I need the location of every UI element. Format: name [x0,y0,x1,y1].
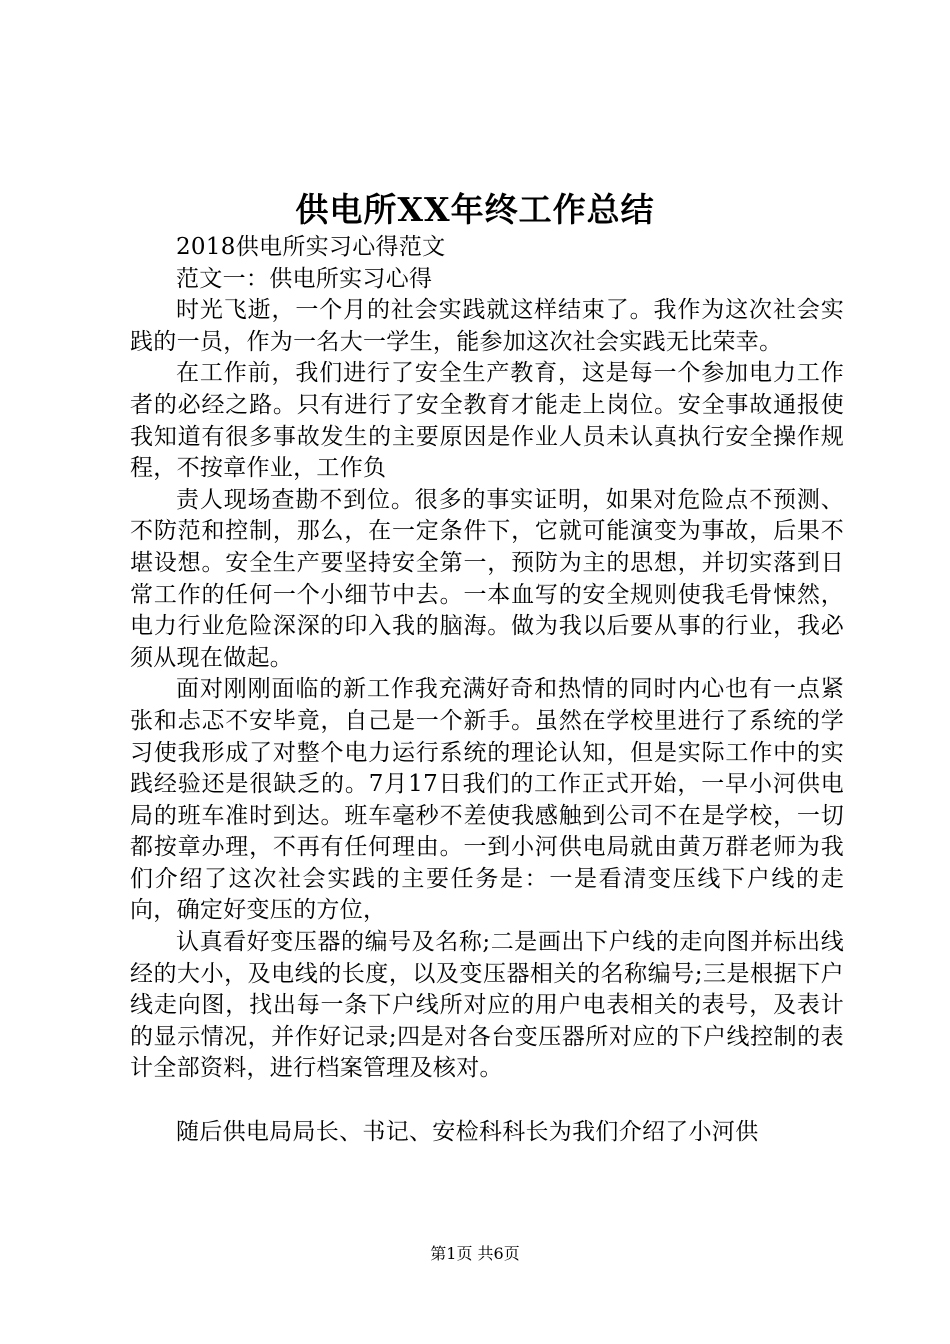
document-body [130,232,844,1148]
paragraph: 认真看好变压器的编号及名称;二是画出下户线的走向图并标出线经的大小，及电线的长度，以及变压器相关的名称编号;三是根据下户线走向图，找出每一条下户线所对应的用户电表相关的表号，及表计的显示情况，并作好记录;四是对各台变压器所对应的下户线控制的表计全部资料，进行档案管理及核对。 [130,929,844,1082]
paragraph-heading-1: 2018供电所实习心得范文 [176,234,446,260]
paragraph: 时光飞逝，一个月的社会实践就这样结束了。我作为这次社会实践的一员，作为一名大一学生，能参加这次社会实践无比荣幸。 [130,297,844,355]
paragraph: 责人现场查勘不到位。很多的事实证明，如果对危险点不预测、不防范和控制，那么，在一定条件下，它就可能演变为事故，后果不堪设想。安全生产要坚持安全第一，预防为主的思想，并切实落到日常工作的任何一个小细节中去。一本血写的安全规则使我毛骨悚然，电力行业危险深深的印入我的脑海。做为我以后要从事的行业，我必须从现在做起。 [130,486,844,671]
document-title: 供电所XX年终工作总结 [295,190,655,229]
page-number-footer: 第1页 共6页 [430,1244,520,1263]
paragraph-heading-2: 范文一：供电所实习心得 [176,265,433,292]
paragraph: 面对刚刚面临的新工作我充满好奇和热情的同时内心也有一点紧张和忐忑不安毕竟，自己是一个新手。虽然在学校里进行了系统的学习使我形成了对整个电力运行系统的理论认知，但是实际工作中的实践经验还是很缺乏的。7月17日我们的工作正式开始，一早小河供电局的班车准时到达。班车毫秒不差使我感触到公司不在是学校，一切都按章办理，不再有任何理由。一到小河供电局就由黄万群老师为我们介绍了这次社会实践的主要任务是：一是看清变压线下户线的走向，确定好变压的方位， [130,676,844,924]
paragraph: 随后供电局局长、书记、安检科科长为我们介绍了小河供 [176,1118,759,1145]
paragraph: 在工作前，我们进行了安全生产教育，这是每一个参加电力工作者的必经之路。只有进行了安全教育才能走上岗位。安全事故通报使我知道有很多事故发生的主要原因是作业人员未认真执行安全操作规程，不按章作业，工作负 [130,360,844,482]
